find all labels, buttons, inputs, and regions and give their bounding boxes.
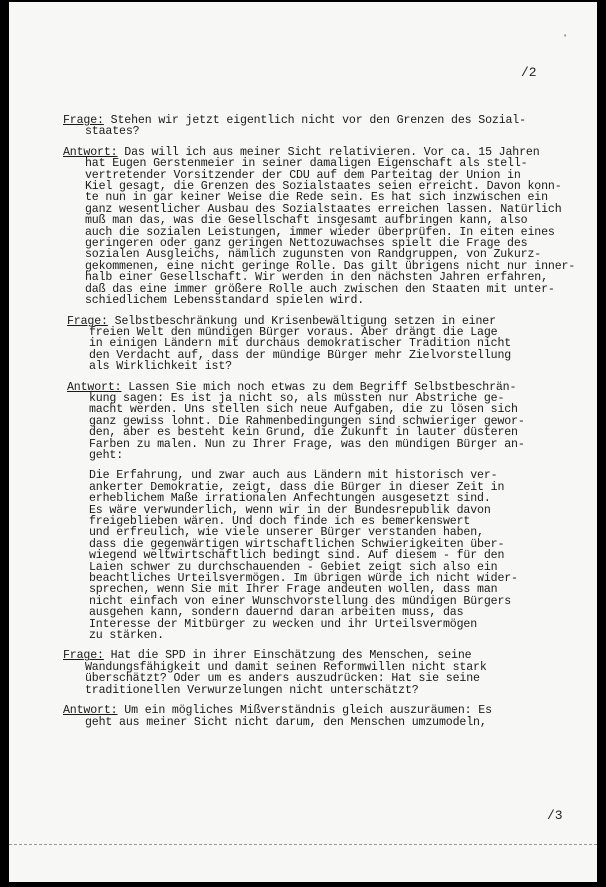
document-page	[9, 2, 597, 882]
text-line: und erfreulich, wie viele unserer Bürger verstanden haben,	[89, 526, 484, 540]
line-text: Das will ich aus meiner Sicht relativieren. Vor ca. 15 Jahren	[117, 145, 540, 159]
text-line: überschätzt? Oder um es anders auszudrücken: Hat sie seine	[85, 672, 480, 686]
text-line: gekommenen, eine nicht geringe Rolle. Das gilt übrigens nicht nur inner-	[85, 259, 576, 273]
page-bottom-rule	[9, 844, 597, 846]
text-line: Kiel gesagt, die Grenzen des Sozialstaates seien erreicht. Davon konn-	[85, 180, 562, 194]
question-block	[63, 650, 563, 696]
text-line: te nun in gar keiner Weise die Rede sein. Es hat sich inzwischen ein	[85, 191, 548, 205]
text-line: dass die gegenwärtigen wirtschaftlichen Schwierigkeiten über-	[89, 537, 505, 551]
text-line: Interesse der Mitbürger zu wecken und ihr Urteilsvermögen	[89, 617, 478, 631]
text-line: beachtliches Urteilsvermögen. Im übrigen würde ich nicht wider-	[89, 572, 518, 586]
text-line: den, aber es besteht kein Grund, die Zukunft in lauter düsteren	[89, 426, 518, 440]
text-line: freien Welt den mündigen Bürger voraus. Aber drängt die Lage	[89, 325, 498, 339]
text-line: geringeren oder ganz geringen Nettozuwachses spielt die Frage des	[85, 237, 528, 251]
line-text: Lassen Sie mich noch etwas zu dem Begriff Selbstbeschrän-	[121, 380, 517, 394]
text-line: Die Erfahrung, und zwar auch aus Ländern mit historisch ver-	[89, 469, 498, 483]
line-text: Stehen wir jetzt eigentlich nicht vor den Grenzen des Sozial-	[103, 114, 526, 127]
text-line: freigeblieben wären. Und doch finde ich es bemerkenswert	[89, 515, 471, 528]
text-line: als Wirklichkeit ist?	[89, 360, 232, 374]
text-line: wiegend weltwirtschaftlich bedingt sind. Auf diesem - für den	[89, 549, 505, 563]
text-line: geht:	[89, 448, 124, 462]
text-line: den Verdacht auf, dass der mündige Bürger mehr Zielvorstellung	[89, 348, 512, 362]
text-line: geht aus meiner Sicht nicht darum, den Menschen umzumodeln,	[85, 715, 487, 729]
text-line: schiedlichem Lebensstandard spielen wird.	[85, 294, 365, 308]
text-line: traditionellen Verwurzelungen nicht unterschätzt?	[85, 683, 419, 697]
text-line: Laien schwer zu durchschauenden - Gebiet zeigt sich also ein	[89, 560, 498, 574]
text-line: ganz gewiss lohnt. Die Rahmenbedingungen sind schwieriger gewor-	[89, 414, 525, 428]
text-line: ankerter Demokratie, zeigt, dass die Bürger in dieser Zeit in	[89, 480, 505, 494]
speaker-label: Frage:	[63, 649, 104, 663]
text-line: Wandungsfähigkeit und damit seinen Reformwillen nicht stark	[85, 660, 487, 674]
answer-block	[63, 145, 576, 308]
text-line: ganz wesentlicher Ausbau des Sozialstaates erreichen lassen. Natürlich	[85, 202, 562, 216]
line-text: Um ein mögliches Mißverständnis gleich auszuräumen: Es	[117, 704, 492, 718]
text-line: sozialen Ausgleichs, nämlich zugunsten von Randgruppen, von Zukurz-	[85, 248, 542, 262]
question-block	[63, 115, 563, 138]
speaker-label: Antwort:	[67, 380, 122, 394]
text-line: vertretender Vorsitzender der CDU auf dem Parteitag der Union in	[85, 168, 521, 182]
answer-block	[63, 705, 563, 728]
text-line: sprechen, wenn Sie mit Ihrer Frage andeuten wollen, dass man	[89, 583, 498, 597]
text-line: in einigen Ländern mit durchaus demokratischer Tradition nicht	[89, 337, 512, 351]
line-text: Hat die SPD in ihrer Einschätzung des Menschen, seine	[103, 649, 472, 663]
text-line: Farben zu malen. Nun zu Ihrer Frage, was den mündigen Bürger an-	[89, 437, 525, 451]
text-line: erheblichem Maße irrationalen Anfechtungen ausgesetzt sind.	[89, 492, 491, 506]
answer-block	[67, 382, 563, 642]
text-line: kung sagen: Es ist ja nicht so, als müssten nur Abstriche ge-	[89, 391, 505, 405]
text-line: macht werden. Uns stellen sich neue Aufgaben, die zu lösen sich	[89, 403, 518, 417]
text-line: staates?	[85, 125, 140, 139]
text-line: nicht einfach von einer Wunschvorstellung des mündigen Bürgers	[89, 594, 512, 608]
interview-text	[63, 114, 576, 737]
line-text: Selbstbeschränkung und Krisenbewältigung setzen in einer	[107, 314, 496, 328]
page-number: /2	[521, 65, 537, 80]
question-block	[67, 316, 563, 373]
next-page-marker: /3	[547, 808, 563, 823]
text-line: ausgehen kann, sondern dauernd daran arbeiten muss, das	[89, 606, 464, 620]
speaker-label: Frage:	[63, 114, 104, 127]
text-line: Es wäre verwunderlich, wenn wir in der Bundesrepublik davon	[89, 503, 491, 517]
text-line: muß man das, was die Gesellschaft insgesamt aufbringen kann, also	[85, 214, 528, 228]
corner-mark: ʼ	[562, 35, 569, 46]
answer-paragraph	[67, 470, 563, 641]
text-line: daß das eine immer größere Rolle auch zwischen den Staaten mit unter-	[85, 282, 555, 296]
speaker-label: Frage:	[67, 314, 108, 328]
text-line: halb einer Gesellschaft. Wir werden in den nächsten Jahren erfahren,	[85, 271, 548, 285]
text-line: hat Eugen Gerstenmeier in seiner damaligen Eigenschaft als stell-	[85, 157, 528, 171]
text-line: zu stärken.	[89, 629, 164, 643]
speaker-label: Antwort:	[63, 704, 118, 718]
text-line: auch die sozialen Leistungen, immer wieder überprüfen. In eiten eines	[85, 225, 555, 239]
speaker-label: Antwort:	[63, 145, 118, 159]
first-line	[63, 705, 563, 716]
